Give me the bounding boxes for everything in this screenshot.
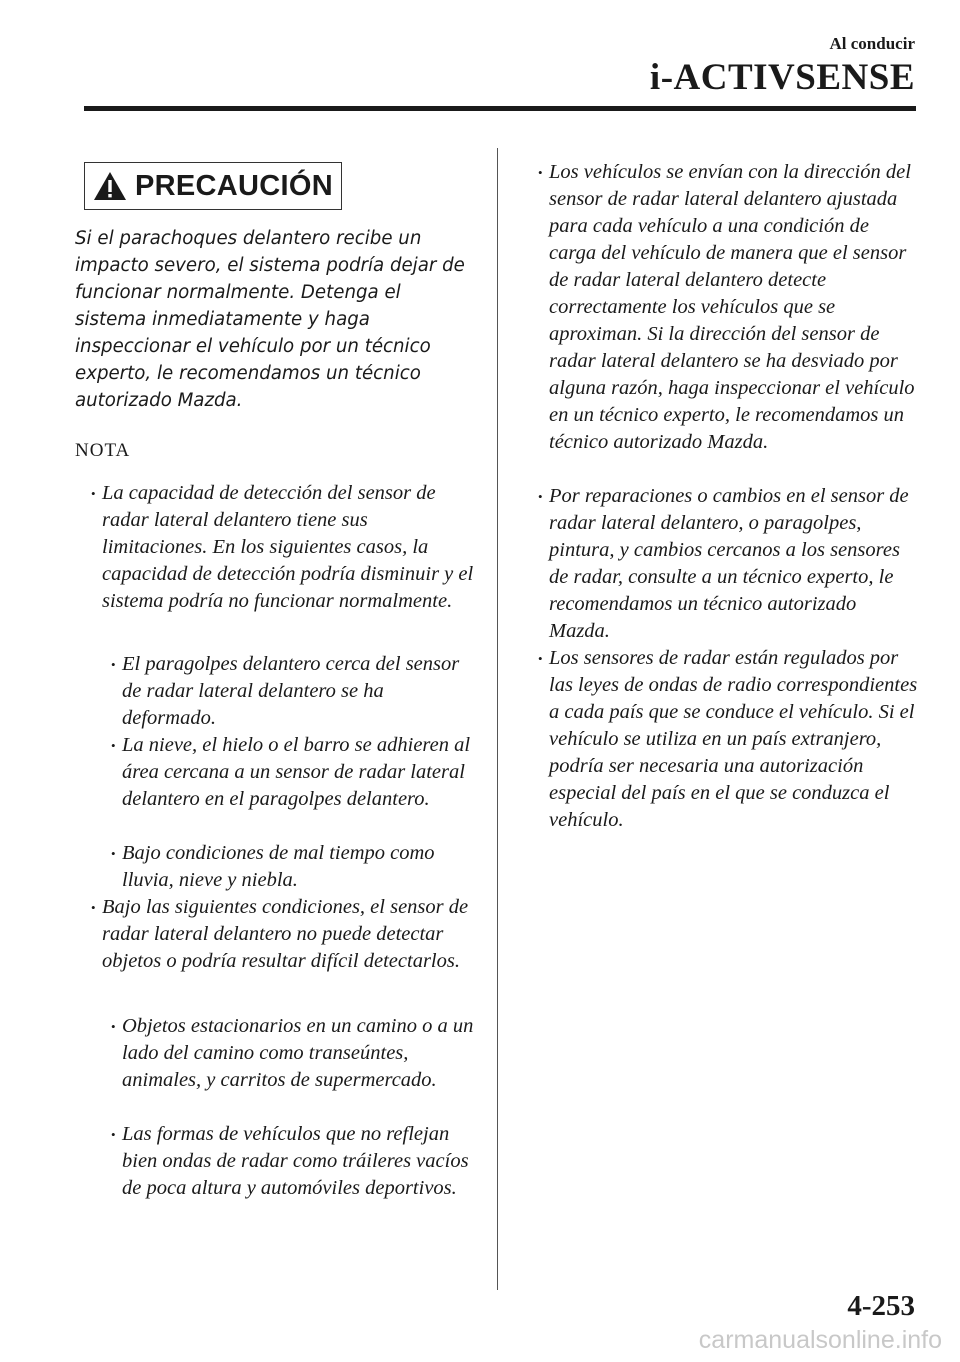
bullet-dot: • [538, 165, 543, 180]
list-item [111, 840, 474, 894]
bullet-dot: • [538, 489, 543, 504]
bullet-dot: • [538, 651, 543, 666]
watermark: carmanualsonline.info [698, 1326, 942, 1354]
list-item [538, 483, 921, 645]
bullet-text: Por reparaciones o cambios en el sensor de radar lateral delantero, o paragolpes, pintura, y cambios cercanos a los sensores de radar, consulte a un técnico experto, le recomendamos un técnico autorizado Mazda. [549, 485, 909, 642]
bullet-text: El paragolpes delantero cerca del sensor de radar lateral delantero se ha deformado. [122, 653, 460, 729]
page-number: 4-253 [847, 1290, 915, 1322]
caution-title: PRECAUCIÓN [135, 169, 333, 202]
bullet-text: Objetos estacionarios en un camino o a un lado del camino como transeúntes, animales, y carritos de supermercado. [122, 1015, 474, 1091]
bullet-text: Las formas de vehículos que no reflejan bien ondas de radar como tráileres vacíos de poca altura y automóviles deportivos. [122, 1123, 469, 1199]
bullet-dot: • [111, 1019, 116, 1034]
list-item [111, 1121, 474, 1202]
bullet-text: Los sensores de radar están regulados por las leyes de ondas de radio correspondientes a cada país que se conduce el vehículo. Si el vehículo se utiliza en un país extranjero, podría ser necesaria una autorización especial del país en el que se conduzca el vehículo. [549, 647, 918, 831]
bullet-dot: • [111, 657, 116, 672]
list-item [111, 732, 474, 813]
warning-triangle-icon [93, 171, 127, 201]
list-item [111, 1013, 474, 1094]
list-item [91, 480, 474, 615]
bullet-dot: • [91, 486, 96, 501]
header-title: i-ACTIVSENSE [649, 57, 915, 98]
bullet-text: Bajo condiciones de mal tiempo como lluvia, nieve y niebla. [122, 842, 435, 891]
caution-text: Si el parachoques delantero recibe un impacto severo, el sistema podría dejar de funcionar normalmente. Detenga el sistema inmediatamente y haga inspeccionar el vehículo por un técnico experto, le recomendamos un técnico autorizado Mazda. [75, 228, 465, 411]
bullet-text: La nieve, el hielo o el barro se adhieren al área cercana a un sensor de radar lateral delantero en el paragolpes delantero. [122, 734, 471, 810]
list-item [111, 651, 474, 732]
caution-box [84, 162, 342, 210]
header-rule [84, 106, 916, 111]
bullet-text: La capacidad de detección del sensor de radar lateral delantero tiene sus limitaciones. En los siguientes casos, la capacidad de detección podría disminuir y el sistema podría no funcionar normalmente. [102, 482, 474, 612]
list-item [91, 894, 474, 975]
bullet-text: Los vehículos se envían con la dirección del sensor de radar lateral delantero ajustada para cada vehículo a una condición de carga del vehículo de manera que el sensor de radar lateral delantero detecte correctamente los vehículos que se aproximan. Si la dirección del sensor de radar lateral delantero se ha desviado por alguna razón, haga inspeccionar el vehículo en un técnico experto, le recomendamos un técnico autorizado Mazda. [549, 161, 915, 453]
bullet-dot: • [111, 846, 116, 861]
header-section: Al conducir [829, 34, 915, 53]
list-item [538, 645, 921, 834]
bullet-dot: • [111, 738, 116, 753]
bullet-text: Bajo las siguientes condiciones, el sensor de radar lateral delantero no puede detectar objetos o podría resultar difícil detectarlos. [102, 896, 469, 972]
list-item [538, 159, 921, 456]
bullet-dot: • [91, 900, 96, 915]
bullet-dot: • [111, 1127, 116, 1142]
note-label: NOTA [75, 440, 131, 461]
column-divider [497, 148, 498, 1290]
